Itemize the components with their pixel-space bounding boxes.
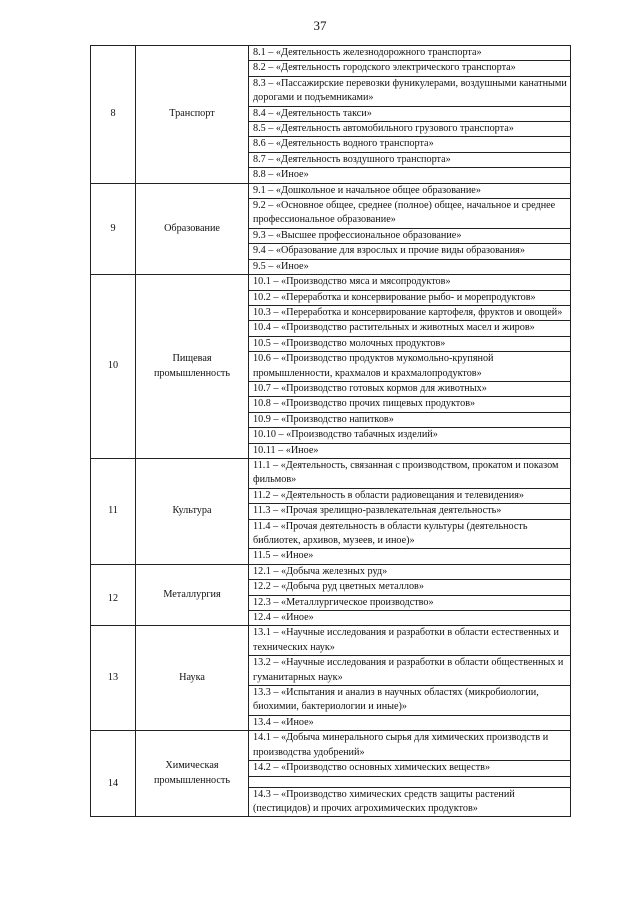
- subsector-cell: 8.7 – «Деятельность воздушного транспорта»: [249, 152, 571, 167]
- subsector-cell: 10.1 – «Производство мяса и мясопродуктов»: [249, 275, 571, 290]
- subsector-cell: 10.8 – «Производство прочих пищевых продуктов»: [249, 397, 571, 412]
- table-row: [91, 183, 571, 198]
- subsector-cell: 12.3 – «Металлургическое производство»: [249, 595, 571, 610]
- subsector-cell: 11.3 – «Прочая зрелищно-развлекательная деятельность»: [249, 504, 571, 519]
- subsector-cell: 13.2 – «Научные исследования и разработки в области общественных и гуманитарных наук»: [249, 656, 571, 686]
- sector-name: Химическая промышленность: [136, 731, 249, 817]
- table-row: [91, 46, 571, 61]
- subsector-cell: 10.10 – «Производство табачных изделий»: [249, 428, 571, 443]
- subsector-cell: 11.2 – «Деятельность в области радиовещания и телевидения»: [249, 488, 571, 503]
- subsector-cell: 10.4 – «Производство растительных и животных масел и жиров»: [249, 321, 571, 336]
- sector-name: Пищевая промышленность: [136, 275, 249, 459]
- sector-number: 14: [91, 731, 136, 817]
- sector-name: Наука: [136, 626, 249, 731]
- subsector-cell: 10.7 – «Производство готовых кормов для животных»: [249, 381, 571, 396]
- table-row: [91, 564, 571, 579]
- subsector-cell: 9.1 – «Дошкольное и начальное общее образование»: [249, 183, 571, 198]
- sector-number: 9: [91, 183, 136, 274]
- subsector-cell: 8.3 – «Пассажирские перевозки фуникулерами, воздушными канатными дорогами и подъемниками»: [249, 76, 571, 106]
- sector-number: 12: [91, 564, 136, 626]
- subsector-cell: 14.2 – «Производство основных химических веществ»: [249, 761, 571, 776]
- subsector-cell: 9.4 – «Образование для взрослых и прочие виды образования»: [249, 244, 571, 259]
- subsector-cell: 8.8 – «Иное»: [249, 168, 571, 183]
- sector-number: 13: [91, 626, 136, 731]
- sector-number: 10: [91, 275, 136, 459]
- subsector-cell: 10.3 – «Переработка и консервирование картофеля, фруктов и овощей»: [249, 305, 571, 320]
- subsector-cell: 11.4 – «Прочая деятельность в области культуры (деятельность библиотек, архивов, музеев, и иное)»: [249, 519, 571, 549]
- empty-cell: [249, 776, 571, 787]
- subsector-cell: 10.11 – «Иное»: [249, 443, 571, 458]
- sector-name: Культура: [136, 458, 249, 564]
- subsector-cell: 8.5 – «Деятельность автомобильного грузового транспорта»: [249, 122, 571, 137]
- subsector-cell: 9.3 – «Высшее профессиональное образование»: [249, 228, 571, 243]
- subsector-cell: 12.4 – «Иное»: [249, 611, 571, 626]
- subsector-cell: 12.2 – «Добыча руд цветных металлов»: [249, 580, 571, 595]
- page-number: 37: [313, 18, 327, 33]
- subsector-cell: 8.1 – «Деятельность железнодорожного транспорта»: [249, 46, 571, 61]
- subsector-cell: 10.2 – «Переработка и консервирование рыбо- и морепродуктов»: [249, 290, 571, 305]
- sector-number: 11: [91, 458, 136, 564]
- subsector-cell: 12.1 – «Добыча железных руд»: [249, 564, 571, 579]
- subsector-cell: 9.5 – «Иное»: [249, 259, 571, 274]
- sector-number: 8: [91, 46, 136, 184]
- sector-name: Металлургия: [136, 564, 249, 626]
- table-row: [91, 275, 571, 290]
- subsector-cell: 10.5 – «Производство молочных продуктов»: [249, 336, 571, 351]
- subsector-cell: 10.9 – «Производство напитков»: [249, 412, 571, 427]
- table-row: [91, 731, 571, 761]
- subsector-cell: 14.3 – «Производство химических средств защиты растений (пестицидов) и прочих агрохимических продуктов»: [249, 787, 571, 817]
- subsector-cell: 14.1 – «Добыча минерального сырья для химических производств и производства удобрений»: [249, 731, 571, 761]
- subsector-cell: 13.4 – «Иное»: [249, 715, 571, 730]
- subsector-cell: 8.6 – «Деятельность водного транспорта»: [249, 137, 571, 152]
- subsector-cell: 8.2 – «Деятельность городского электрического транспорта»: [249, 61, 571, 76]
- table-row: [91, 626, 571, 656]
- sector-name: Образование: [136, 183, 249, 274]
- subsector-cell: 11.5 – «Иное»: [249, 549, 571, 564]
- subsector-cell: 13.1 – «Научные исследования и разработки в области естественных и технических наук»: [249, 626, 571, 656]
- subsector-cell: 10.6 – «Производство продуктов мукомольно-крупяной промышленности, крахмалов и крахмалопродуктов»: [249, 352, 571, 382]
- subsector-cell: 9.2 – «Основное общее, среднее (полное) общее, начальное и среднее профессиональное образование»: [249, 199, 571, 229]
- subsector-cell: 8.4 – «Деятельность такси»: [249, 106, 571, 121]
- sectors-table: [90, 45, 571, 817]
- subsector-cell: 13.3 – «Испытания и анализ в научных областях (микробиологии, биохимии, бактериологии и иные)»: [249, 686, 571, 716]
- table-row: [91, 458, 571, 488]
- subsector-cell: 11.1 – «Деятельность, связанная с производством, прокатом и показом фильмов»: [249, 458, 571, 488]
- sector-name: Транспорт: [136, 46, 249, 184]
